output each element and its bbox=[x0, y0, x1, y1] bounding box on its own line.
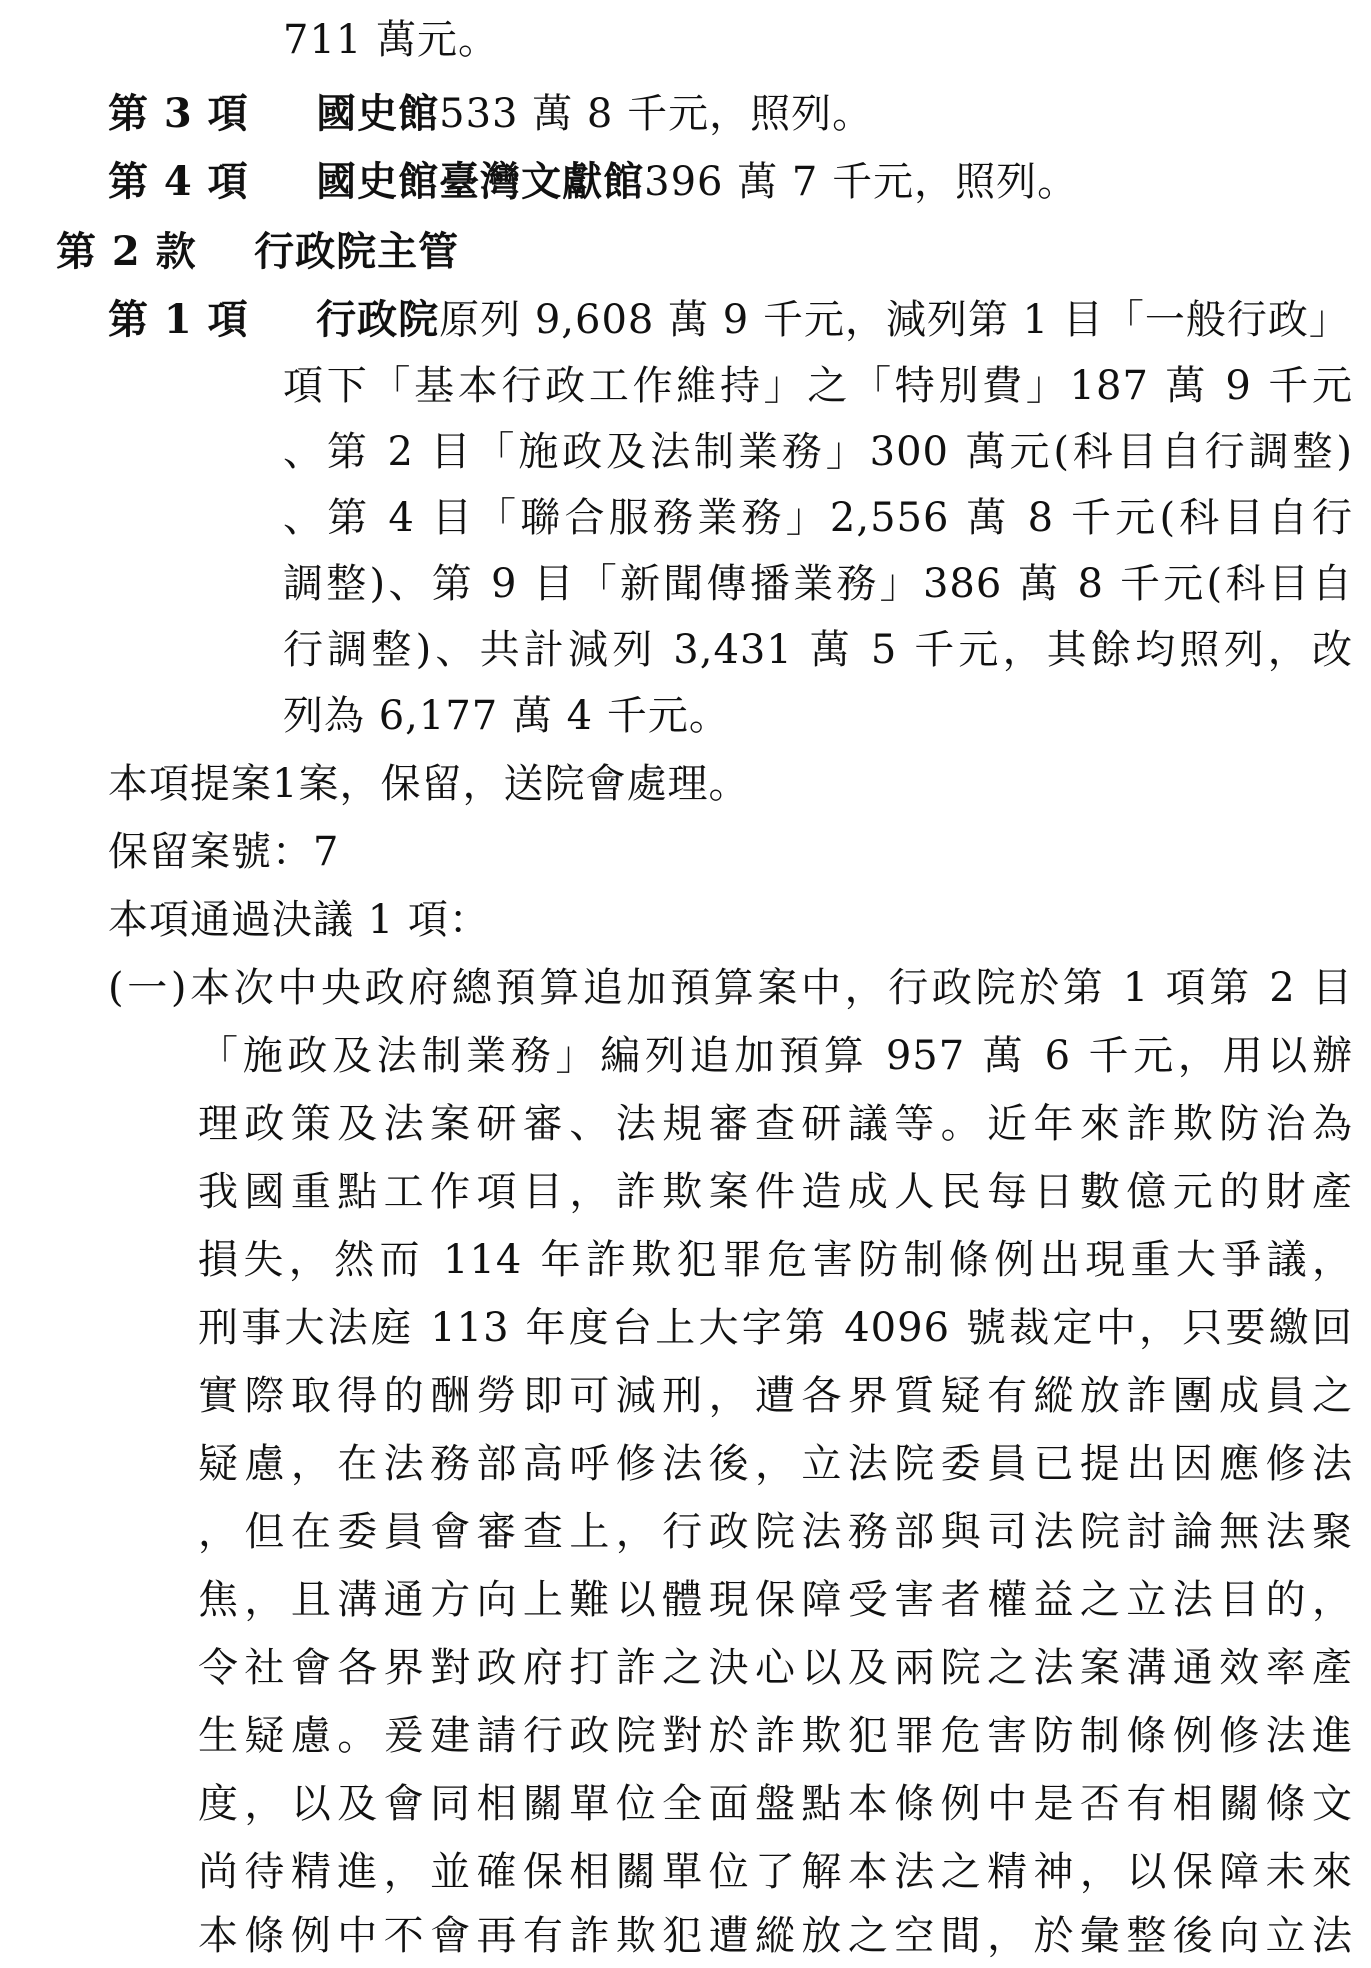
resolution-count: 本項通過決議 1 項： bbox=[108, 897, 490, 943]
line-text: 711 萬元。 bbox=[283, 17, 500, 63]
text-line: ，但在委員會審查上，行政院法務部與司法院討論無法聚 bbox=[198, 1509, 1353, 1555]
text-line: 損失，然而 114 年詐欺犯罪危害防制條例出現重大爭議， bbox=[198, 1237, 1353, 1283]
section-2-heading bbox=[56, 228, 459, 276]
item-label: 第 1 項 bbox=[108, 296, 249, 343]
text-line: 刑事大法庭 113 年度台上大字第 4096 號裁定中，只要繳回 bbox=[198, 1305, 1353, 1351]
text-line: 實際取得的酬勞即可減刑，遭各界質疑有縱放詐團成員之 bbox=[198, 1373, 1353, 1419]
item-3-heading bbox=[108, 90, 873, 138]
item-amount: 396 萬 7 千元，照列。 bbox=[644, 159, 1079, 205]
reserved-case-number: 保留案號：7 bbox=[108, 829, 340, 875]
text-line: 焦，且溝通方向上難以體現保障受害者權益之立法目的， bbox=[198, 1577, 1353, 1623]
text-line: 、第 2 目「施政及法制業務」300 萬元(科目自行調整) bbox=[283, 429, 1353, 475]
item-1-heading bbox=[108, 296, 1350, 344]
text-line: 行調整)、共計減列 3,431 萬 5 千元，其餘均照列，改 bbox=[283, 627, 1353, 673]
text-line: 生疑慮。爰建請行政院對於詐欺犯罪危害防制條例修法進 bbox=[198, 1713, 1353, 1759]
proposal-note: 本項提案1案，保留，送院會處理。 bbox=[108, 761, 750, 807]
text-line: 列為 6,177 萬 4 千元。 bbox=[283, 693, 730, 739]
item-4-heading bbox=[108, 158, 1078, 206]
text-line: 我國重點工作項目，詐欺案件造成人民每日數億元的財產 bbox=[198, 1169, 1353, 1215]
text-line: 調整)、第 9 目「新聞傳播業務」386 萬 8 千元(科目自 bbox=[283, 561, 1353, 607]
text-line: 本條例中不會再有詐欺犯遭縱放之空間，於彙整後向立法 bbox=[198, 1913, 1353, 1959]
item-amount: 533 萬 8 千元，照列。 bbox=[439, 91, 874, 137]
item-label: 第 4 項 bbox=[108, 158, 249, 205]
text-line: 「施政及法制業務」編列追加預算 957 萬 6 千元，用以辦 bbox=[198, 1033, 1353, 1079]
resolution-1-first-line: (一)本次中央政府總預算追加預算案中，行政院於第 1 項第 2 目 bbox=[108, 965, 1353, 1011]
text-line bbox=[283, 16, 499, 64]
text-line: 項下「基本行政工作維持」之「特別費」187 萬 9 千元 bbox=[283, 363, 1353, 409]
text-line: 令社會各界對政府打詐之決心以及兩院之法案溝通效率產 bbox=[198, 1645, 1353, 1691]
item-label: 第 3 項 bbox=[108, 90, 249, 137]
item-name: 國史館臺灣文獻館 bbox=[316, 158, 645, 205]
text-line: 理政策及法案研審、法規審查研議等。近年來詐欺防治為 bbox=[198, 1101, 1353, 1147]
item-text: 原列 9,608 萬 9 千元，減列第 1 目「一般行政」 bbox=[439, 297, 1350, 343]
section-name: 行政院主管 bbox=[254, 228, 460, 275]
text-line: 度，以及會同相關單位全面盤點本條例中是否有相關條文 bbox=[198, 1781, 1353, 1827]
item-name: 行政院 bbox=[316, 296, 440, 343]
item-name: 國史館 bbox=[316, 90, 440, 137]
text-line: 尚待精進，並確保相關單位了解本法之精神，以保障未來 bbox=[198, 1849, 1353, 1895]
text-line: 、第 4 目「聯合服務業務」2,556 萬 8 千元(科目自行 bbox=[283, 495, 1353, 541]
text-line: 疑慮，在法務部高呼修法後，立法院委員已提出因應修法 bbox=[198, 1441, 1353, 1487]
section-label: 第 2 款 bbox=[56, 228, 197, 275]
